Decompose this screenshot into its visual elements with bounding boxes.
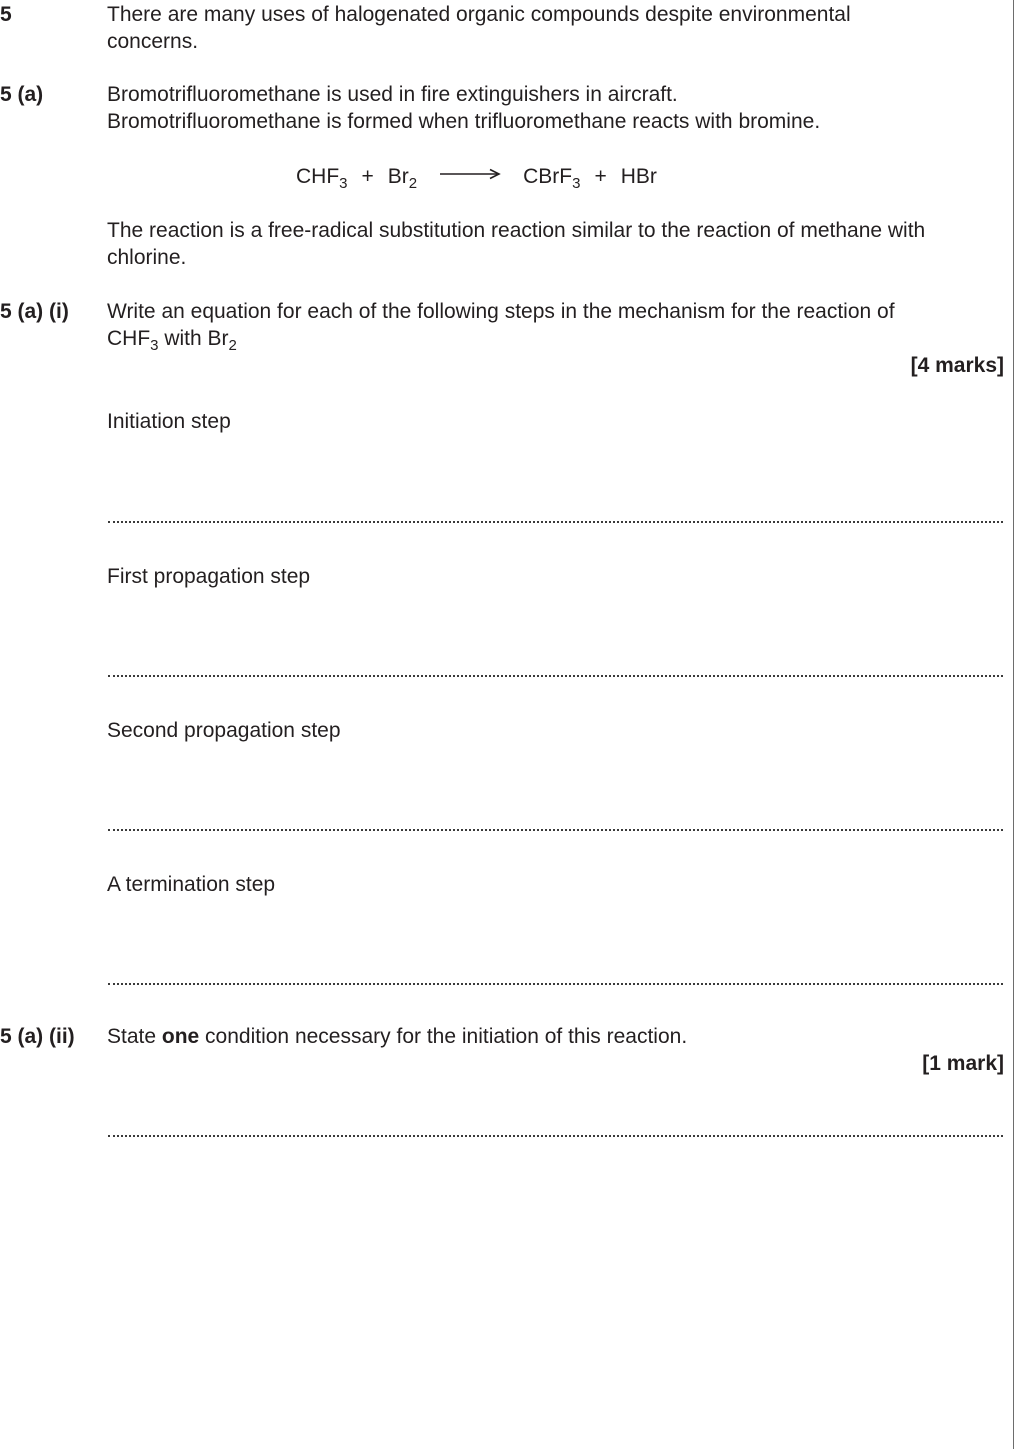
part-a-i-line-1: Write an equation for each of the following steps in the mechanism for the reaction of xyxy=(107,300,895,323)
reaction-arrow-icon xyxy=(439,168,501,180)
part-a-i-instruction xyxy=(107,298,1007,352)
question-number: 5 xyxy=(0,3,12,26)
second-propagation-step-label: Second propagation step xyxy=(107,719,341,742)
part-a-number: 5 (a) xyxy=(0,83,44,106)
equation-product-cbrf3: CBrF$_3$ xyxy=(523,165,581,192)
initiation-answer-line[interactable] xyxy=(108,521,1003,523)
termination-step-label: A termination step xyxy=(107,873,276,896)
part-a-i-number: 5 (a) (i) xyxy=(0,300,69,323)
equation-reactant-chf3: $CHF_3$ xyxy=(296,165,348,192)
part-a-ii-instruction: State one condition necessary for the initiation of this reaction. xyxy=(107,1025,688,1048)
part-a-i-marks: [4 marks] xyxy=(910,354,1004,377)
page-edge-rule xyxy=(1013,0,1014,1449)
part-a-ii-marks: [1 mark] xyxy=(922,1052,1004,1075)
equation-plus-2: + xyxy=(594,165,607,188)
first-propagation-step-label: First propagation step xyxy=(107,565,311,588)
part-a-context xyxy=(107,81,1007,135)
part-a-i-line-2: $CHF_3$ with $Br_2$ xyxy=(107,327,237,354)
part-a-ii-number: 5 (a) (ii) xyxy=(0,1025,75,1048)
first-propagation-answer-line[interactable] xyxy=(108,675,1003,677)
equation-product-hbr: HBr xyxy=(620,165,657,188)
intro-text: There are many uses of halogenated organic compounds despite environmental concerns. xyxy=(107,3,851,53)
termination-answer-line[interactable] xyxy=(108,983,1003,985)
part-a-line-1: Bromotrifluoromethane is used in fire extinguishers in aircraft. xyxy=(107,83,678,106)
condition-answer-line[interactable] xyxy=(108,1135,1003,1137)
equation-plus-1: + xyxy=(361,165,374,188)
part-a-line-2: Bromotrifluoromethane is formed when trifluoromethane reacts with bromine. xyxy=(107,110,821,133)
second-propagation-answer-line[interactable] xyxy=(108,829,1003,831)
equation-reactant-br2: $Br_2$ xyxy=(387,165,418,192)
initiation-step-label: Initiation step xyxy=(107,410,231,433)
reaction-equation xyxy=(296,163,657,193)
part-a-note: The reaction is a free-radical substitution reaction similar to the reaction of methane with chlorine. xyxy=(107,219,926,269)
